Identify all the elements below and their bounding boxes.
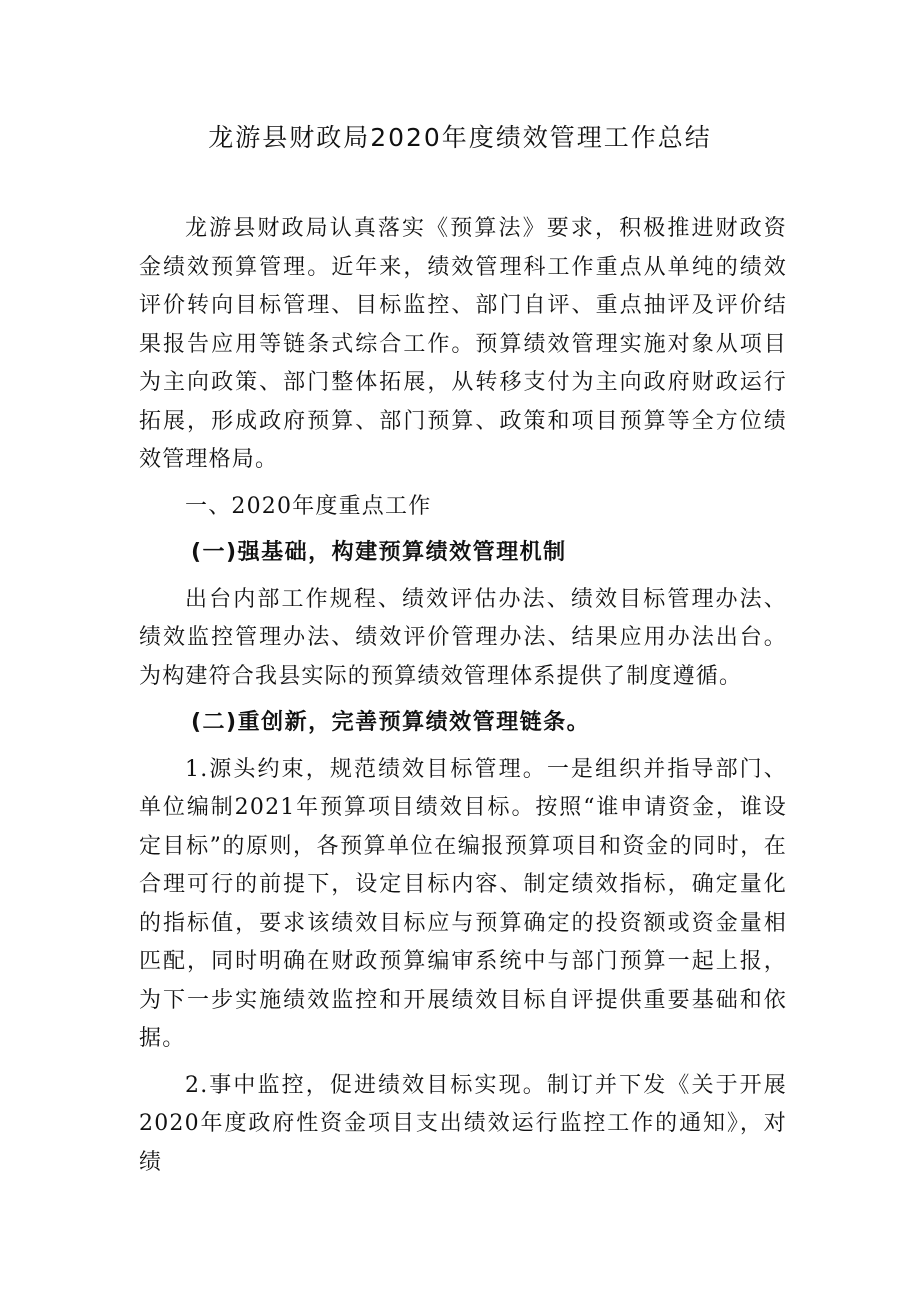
document-title: 龙游县财政局2020年度绩效管理工作总结 <box>208 123 712 152</box>
document-body <box>139 210 787 1182</box>
intro-paragraph: 龙游县财政局认真落实《预算法》要求，积极推进财政资金绩效预算管理。近年来，绩效管理科工作重点从单纯的绩效评价转向目标管理、目标监控、部门自评、重点抽评及评价结果报告应用等链条式综合工作。预算绩效管理实施对象从项目为主向政策、部门整体拓展，从转移支付为主向政府财政运行拓展，形成政府预算、部门预算、政策和项目预算等全方位绩效管理格局。 <box>139 216 787 472</box>
item-1-paragraph: 1.源头约束，规范绩效目标管理。一是组织并指导部门、单位编制2021年预算项目绩效目标。按照“谁申请资金，谁设定目标”的原则，各预算单位在编报预算项目和资金的同时，在合理可行的前提下，设定目标内容、制定绩效指标，确定量化的指标值，要求该绩效目标应与预算确定的投资额或资金量相匹配，同时明确在财政预算编审系统中与部门预算一起上报，为下一步实施绩效监控和开展绩效目标自评提供重要基础和依据。 <box>139 756 787 1051</box>
subsection-heading-1: (一)强基础，构建预算绩效管理机制 <box>191 540 567 565</box>
subsection-heading-2: (二)重创新，完善预算绩效管理链条。 <box>191 710 591 735</box>
subsection-1-paragraph: 出台内部工作规程、绩效评估办法、绩效目标管理办法、绩效监控管理办法、绩效评价管理办法、结果应用办法出台。为构建符合我县实际的预算绩效管理体系提供了制度遵循。 <box>139 586 787 689</box>
item-2-paragraph: 2.事中监控，促进绩效目标实现。制订并下发《关于开展2020年度政府性资金项目支出绩效运行监控工作的通知》，对绩 <box>139 1072 787 1175</box>
section-heading-1: 一、2020年度重点工作 <box>185 493 432 519</box>
